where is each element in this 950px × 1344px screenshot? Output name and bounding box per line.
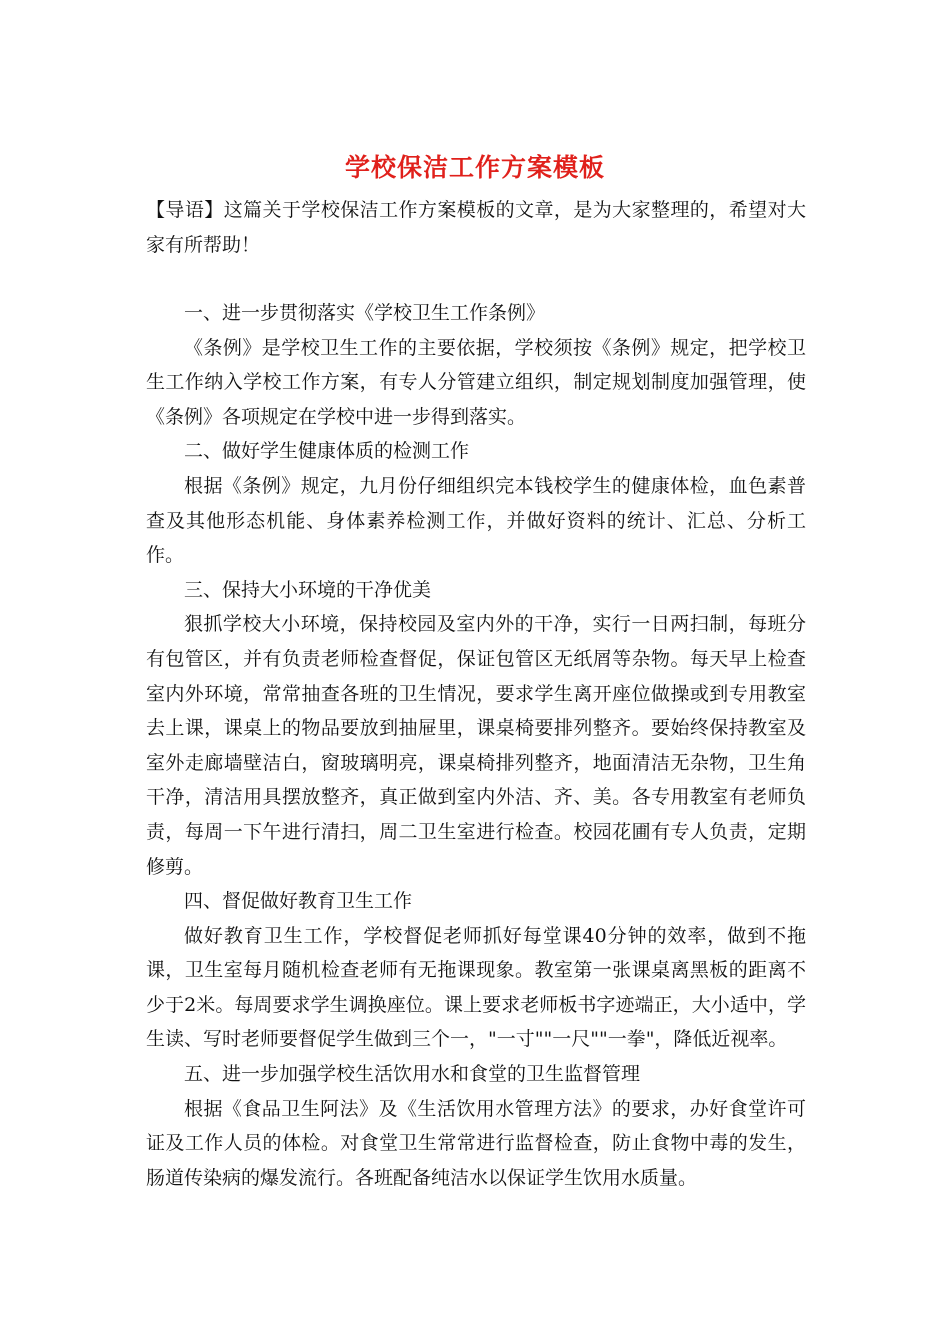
section-paragraph-3: 狠抓学校大小环境，保持校园及室内外的干净，实行一日两扫制，每班分有包管区，并有负责老师检查督促，保证包管区无纸屑等杂物。每天早上检查室内外环境，常常抽查各班的卫生情况，要求学生离开座位做操或到专用教室去上课，课桌上的物品要放到抽屉里，课桌椅要排列整齐。要始终保持教室及室外走廊墙壁洁白，窗玻璃明亮，课桌椅排列整齐，地面清洁无杂物，卫生角干净，清洁用具摆放整齐，真正做到室内外洁、齐、美。各专用教室有老师负责，每周一下午进行清扫，周二卫生室进行检查。校园花圃有专人负责，定期修剪。 xyxy=(146,613,806,878)
intro-paragraph: 【导语】这篇关于学校保洁工作方案模板的文章，是为大家整理的，希望对大家有所帮助！ xyxy=(146,199,806,256)
document-title: 学校保洁工作方案模板 xyxy=(344,153,605,182)
section-paragraph-4: 做好教育卫生工作，学校督促老师抓好每堂课40分钟的效率，做到不拖课，卫生室每月随机检查老师有无拖课现象。教室第一张课桌离黑板的距离不少于2米。每周要求学生调换座位。课上要求老师板书字迹端正，大小适中，学生读、写时老师要督促学生做到三个一，"一寸""一尺""一拳"，降低近视率。 xyxy=(146,924,806,1051)
section-heading-5: 五、进一步加强学校生活饮用水和食堂的卫生监督管理 xyxy=(184,1063,641,1086)
section-heading-2: 二、做好学生健康体质的检测工作 xyxy=(184,440,470,463)
document-body xyxy=(146,296,806,1195)
section-paragraph-5: 根据《食品卫生阿法》及《生活饮用水管理方法》的要求，办好食堂许可证及工作人员的体检。对食堂卫生常常进行监督检查，防止食物中毒的发生，肠道传染病的爆发流行。各班配备纯洁水以保证学生饮用水质量。 xyxy=(146,1097,806,1189)
section-heading-4: 四、督促做好教育卫生工作 xyxy=(184,890,413,913)
intro-block xyxy=(146,193,806,262)
section-heading-1: 一、进一步贯彻落实《学校卫生工作条例》 xyxy=(184,302,546,324)
section-paragraph-2: 根据《条例》规定，九月份仔细组织完本钱校学生的健康体检，血色素普查及其他形态机能、身体素养检测工作，并做好资料的统计、汇总、分析工作。 xyxy=(146,474,806,567)
section-paragraph-1: 《条例》是学校卫生工作的主要依据，学校须按《条例》规定，把学校卫生工作纳入学校工作方案，有专人分管建立组织，制定规划制度加强管理，使《条例》各项规定在学校中进一步得到落实。 xyxy=(146,336,806,428)
section-heading-3: 三、保持大小环境的干净优美 xyxy=(184,578,432,601)
